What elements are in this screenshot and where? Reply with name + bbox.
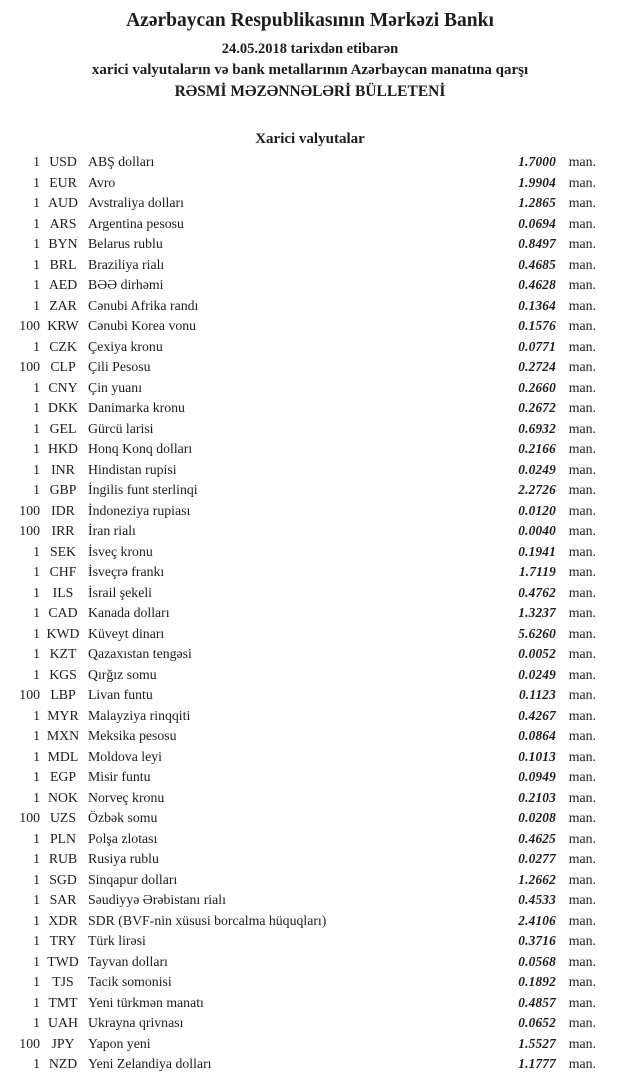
quantity: 1 xyxy=(33,933,40,949)
currency-name: Yapon yeni xyxy=(88,1035,151,1051)
currency-code: PLN xyxy=(49,830,77,846)
quantity: 1 xyxy=(33,420,40,436)
unit-label: man. xyxy=(568,318,596,334)
unit-label: man. xyxy=(568,625,596,641)
rate-value: 0.2672 xyxy=(518,400,556,416)
unit-label: man. xyxy=(568,789,596,805)
document-subtitle: xarici valyutaların və bank metallarının Azərbaycan manatına qarşı xyxy=(91,62,529,78)
quantity: 1 xyxy=(33,379,40,395)
rate-value: 0.4685 xyxy=(518,256,556,272)
quantity: 1 xyxy=(33,871,40,887)
rate-value: 1.3237 xyxy=(518,605,556,621)
currency-name: Meksika pesosu xyxy=(88,728,177,744)
currency-code: CLP xyxy=(50,359,76,375)
currency-name: Honq Konq dolları xyxy=(88,441,193,457)
currency-name: Yeni Zelandiya dolları xyxy=(88,1056,212,1072)
unit-label: man. xyxy=(568,953,596,969)
currency-name: Sinqapur dolları xyxy=(88,871,178,887)
quantity: 1 xyxy=(33,789,40,805)
unit-label: man. xyxy=(568,400,596,416)
currency-code: SEK xyxy=(49,543,77,559)
rate-value: 0.0949 xyxy=(518,769,556,785)
rate-value: 1.2662 xyxy=(518,871,556,887)
quantity: 1 xyxy=(33,543,40,559)
unit-label: man. xyxy=(568,687,596,703)
currency-code: INR xyxy=(51,461,75,477)
quantity: 1 xyxy=(33,625,40,641)
quantity: 1 xyxy=(33,441,40,457)
rate-value: 0.1941 xyxy=(518,543,556,559)
rate-row xyxy=(0,378,620,399)
rate-row xyxy=(0,644,620,665)
rate-row xyxy=(0,952,620,973)
unit-label: man. xyxy=(568,441,596,457)
unit-label: man. xyxy=(568,974,596,990)
currency-code: TMT xyxy=(48,994,78,1010)
currency-code: UZS xyxy=(49,810,77,826)
unit-label: man. xyxy=(568,195,596,211)
rate-value: 0.4762 xyxy=(518,584,556,600)
currency-code: KZT xyxy=(49,646,77,662)
currency-code: NZD xyxy=(48,1056,78,1072)
quantity: 1 xyxy=(33,277,40,293)
rate-row xyxy=(0,665,620,686)
rate-value: 0.1123 xyxy=(518,687,556,703)
rate-row xyxy=(0,931,620,952)
rate-row xyxy=(0,726,620,747)
rate-row xyxy=(0,993,620,1014)
currency-code: IRR xyxy=(51,523,75,539)
currency-code: XDR xyxy=(48,912,78,928)
unit-label: man. xyxy=(568,523,596,539)
rate-row xyxy=(0,337,620,358)
quantity: 1 xyxy=(33,174,40,190)
currency-name: Tacik somonisi xyxy=(88,974,172,990)
rate-value: 1.1777 xyxy=(518,1056,556,1072)
rate-row xyxy=(0,234,620,255)
effective-date-line: 24.05.2018 tarixdən etibarən xyxy=(221,41,399,57)
rate-row xyxy=(0,173,620,194)
currency-code: GBP xyxy=(49,482,77,498)
quantity: 1 xyxy=(33,584,40,600)
rate-value: 1.2865 xyxy=(518,195,556,211)
unit-label: man. xyxy=(568,666,596,682)
rate-row xyxy=(0,152,620,173)
currency-code: SAR xyxy=(49,892,77,908)
rate-value: 0.0277 xyxy=(518,851,556,867)
currency-code: JPY xyxy=(51,1035,75,1051)
currency-name: Özbək somu xyxy=(88,810,158,826)
rate-value: 5.6260 xyxy=(518,625,556,641)
rate-value: 1.9904 xyxy=(518,174,556,190)
unit-label: man. xyxy=(568,1035,596,1051)
unit-label: man. xyxy=(568,461,596,477)
rate-value: 0.1013 xyxy=(518,748,556,764)
currency-name: ABŞ dolları xyxy=(88,154,155,170)
quantity: 1 xyxy=(33,769,40,785)
rate-row xyxy=(0,460,620,481)
quantity: 100 xyxy=(19,523,40,539)
rate-value: 0.0249 xyxy=(518,666,556,682)
rate-value: 0.1364 xyxy=(518,297,556,313)
currency-name: İsveç kronu xyxy=(88,543,153,559)
rate-row xyxy=(0,603,620,624)
currency-code: USD xyxy=(49,154,77,170)
unit-label: man. xyxy=(568,994,596,1010)
rate-value: 0.4533 xyxy=(518,892,556,908)
unit-label: man. xyxy=(568,482,596,498)
currency-name: İndoneziya rupiası xyxy=(88,502,191,518)
rate-value: 0.0208 xyxy=(518,810,556,826)
rate-row xyxy=(0,521,620,542)
rate-row xyxy=(0,911,620,932)
currency-name: Türk lirəsi xyxy=(88,933,146,949)
quantity: 1 xyxy=(33,195,40,211)
currency-code: KRW xyxy=(47,318,79,334)
currency-name: İsveçrə frankı xyxy=(88,564,165,580)
currency-code: NOK xyxy=(48,789,78,805)
unit-label: man. xyxy=(568,892,596,908)
rate-value: 1.7119 xyxy=(518,564,556,580)
quantity: 1 xyxy=(33,1056,40,1072)
unit-label: man. xyxy=(568,236,596,252)
rate-value: 0.4628 xyxy=(518,277,556,293)
currency-name: Ukrayna qrivnası xyxy=(88,1015,184,1031)
currency-code: RUB xyxy=(48,851,78,867)
rate-row xyxy=(0,419,620,440)
rate-value: 0.8497 xyxy=(518,236,556,252)
currency-code: EGP xyxy=(49,769,77,785)
rate-row xyxy=(0,542,620,563)
currency-name: Misir funtu xyxy=(88,769,151,785)
rate-row xyxy=(0,214,620,235)
currency-code: KGS xyxy=(49,666,77,682)
quantity: 1 xyxy=(33,564,40,580)
quantity: 1 xyxy=(33,154,40,170)
rate-row xyxy=(0,562,620,583)
rate-value: 2.4106 xyxy=(518,912,556,928)
rate-value: 0.0568 xyxy=(518,953,556,969)
unit-label: man. xyxy=(568,297,596,313)
currency-name: Kanada dolları xyxy=(88,605,170,621)
unit-label: man. xyxy=(568,707,596,723)
unit-label: man. xyxy=(568,748,596,764)
currency-code: CHF xyxy=(49,564,77,580)
currency-code: ILS xyxy=(52,584,74,600)
rate-row xyxy=(0,624,620,645)
unit-label: man. xyxy=(568,564,596,580)
quantity: 1 xyxy=(33,482,40,498)
currency-code: MYR xyxy=(47,707,79,723)
unit-label: man. xyxy=(568,851,596,867)
rate-row xyxy=(0,870,620,891)
currency-name: Livan funtu xyxy=(88,687,153,703)
currency-code: LBP xyxy=(50,687,76,703)
quantity: 100 xyxy=(19,1035,40,1051)
currency-code: TWD xyxy=(47,953,79,969)
unit-label: man. xyxy=(568,728,596,744)
quantity: 1 xyxy=(33,830,40,846)
currency-name: Çexiya kronu xyxy=(88,338,163,354)
rate-row xyxy=(0,583,620,604)
currency-code: CZK xyxy=(49,338,77,354)
document-header xyxy=(0,0,620,103)
quantity: 1 xyxy=(33,892,40,908)
currency-code: UAH xyxy=(48,1015,78,1031)
rate-row xyxy=(0,255,620,276)
currency-name: BƏƏ dirhəmi xyxy=(88,277,164,293)
unit-label: man. xyxy=(568,810,596,826)
unit-label: man. xyxy=(568,215,596,231)
rate-row xyxy=(0,1034,620,1055)
currency-name: Malayziya rinqqiti xyxy=(88,707,191,723)
currency-name: Rusiya rublu xyxy=(88,851,159,867)
rate-value: 2.2726 xyxy=(518,482,556,498)
currency-name: Cənubi Afrika randı xyxy=(88,297,199,313)
currency-name: Avstraliya dolları xyxy=(88,195,184,211)
exchange-rates-table xyxy=(0,152,620,1075)
unit-label: man. xyxy=(568,871,596,887)
rate-value: 0.0864 xyxy=(518,728,556,744)
rate-value: 1.5527 xyxy=(518,1035,556,1051)
currency-code: ZAR xyxy=(49,297,77,313)
rate-row xyxy=(0,706,620,727)
currency-name: Moldova leyi xyxy=(88,748,162,764)
rate-value: 0.0771 xyxy=(518,338,556,354)
unit-label: man. xyxy=(568,338,596,354)
quantity: 1 xyxy=(33,338,40,354)
currency-code: CNY xyxy=(48,379,78,395)
rate-value: 0.4625 xyxy=(518,830,556,846)
rate-row xyxy=(0,747,620,768)
currency-code: SGD xyxy=(49,871,77,887)
quantity: 1 xyxy=(33,400,40,416)
quantity: 1 xyxy=(33,953,40,969)
quantity: 1 xyxy=(33,1015,40,1031)
rate-value: 0.0040 xyxy=(518,523,556,539)
rate-row xyxy=(0,296,620,317)
unit-label: man. xyxy=(568,584,596,600)
rate-value: 0.2166 xyxy=(518,441,556,457)
rate-value: 0.0249 xyxy=(518,461,556,477)
rate-value: 0.0694 xyxy=(518,215,556,231)
currency-name: İsrail şekeli xyxy=(88,584,152,600)
currency-name: Braziliya rialı xyxy=(88,256,165,272)
currency-name: Tayvan dolları xyxy=(88,953,168,969)
currency-name: Gürcü larisi xyxy=(88,420,154,436)
unit-label: man. xyxy=(568,420,596,436)
unit-label: man. xyxy=(568,646,596,662)
unit-label: man. xyxy=(568,1015,596,1031)
rate-value: 0.6932 xyxy=(518,420,556,436)
currency-name: Qazaxıstan tengəsi xyxy=(88,646,192,662)
currency-name: İngilis funt sterlinqi xyxy=(88,482,198,498)
rate-value: 0.4857 xyxy=(518,994,556,1010)
currency-name: Danimarka kronu xyxy=(88,400,185,416)
rate-value: 0.0052 xyxy=(518,646,556,662)
rate-row xyxy=(0,1054,620,1075)
rate-value: 0.4267 xyxy=(518,707,556,723)
quantity: 1 xyxy=(33,236,40,252)
rate-row xyxy=(0,972,620,993)
currency-name: İran rialı xyxy=(88,523,136,539)
currency-code: KWD xyxy=(46,625,80,641)
currency-code: TRY xyxy=(49,933,77,949)
rate-row xyxy=(0,501,620,522)
quantity: 1 xyxy=(33,974,40,990)
rate-row xyxy=(0,357,620,378)
quantity: 1 xyxy=(33,666,40,682)
currency-name: Argentina pesosu xyxy=(88,215,184,231)
quantity: 1 xyxy=(33,297,40,313)
currency-code: IDR xyxy=(51,502,75,518)
rate-value: 0.3716 xyxy=(518,933,556,949)
unit-label: man. xyxy=(568,605,596,621)
rate-row xyxy=(0,275,620,296)
unit-label: man. xyxy=(568,379,596,395)
rate-value: 0.2660 xyxy=(518,379,556,395)
currency-name: Norveç kronu xyxy=(88,789,165,805)
currency-code: BRL xyxy=(49,256,77,272)
quantity: 100 xyxy=(19,687,40,703)
rate-value: 0.1576 xyxy=(518,318,556,334)
currency-name: Küveyt dinarı xyxy=(88,625,165,641)
quantity: 1 xyxy=(33,215,40,231)
currency-name: Avro xyxy=(88,174,116,190)
rate-row xyxy=(0,767,620,788)
rate-row xyxy=(0,193,620,214)
rate-row xyxy=(0,398,620,419)
bulletin-title: RƏSMİ MƏZƏNNƏLƏRİ BÜLLETENİ xyxy=(174,83,446,100)
quantity: 1 xyxy=(33,461,40,477)
currency-code: AED xyxy=(48,277,78,293)
quantity: 1 xyxy=(33,707,40,723)
currency-code: BYN xyxy=(48,236,78,252)
rate-value: 0.1892 xyxy=(518,974,556,990)
quantity: 1 xyxy=(33,994,40,1010)
quantity: 1 xyxy=(33,748,40,764)
rate-value: 1.7000 xyxy=(518,154,556,170)
currency-name: Polşa zlotası xyxy=(88,830,158,846)
quantity: 1 xyxy=(33,256,40,272)
unit-label: man. xyxy=(568,912,596,928)
quantity: 1 xyxy=(33,912,40,928)
rate-row xyxy=(0,829,620,850)
rate-value: 0.0120 xyxy=(518,502,556,518)
currency-name: Hindistan rupisi xyxy=(88,461,177,477)
currency-code: ARS xyxy=(49,215,77,231)
quantity: 100 xyxy=(19,810,40,826)
section-title-foreign-currencies: Xarici valyutalar xyxy=(255,131,365,147)
currency-code: AUD xyxy=(48,195,78,211)
unit-label: man. xyxy=(568,830,596,846)
unit-label: man. xyxy=(568,359,596,375)
currency-code: MXN xyxy=(46,728,80,744)
unit-label: man. xyxy=(568,154,596,170)
currency-name: Səudiyyə Ərəbistanı rialı xyxy=(88,892,226,908)
rate-row xyxy=(0,439,620,460)
rate-row xyxy=(0,808,620,829)
unit-label: man. xyxy=(568,769,596,785)
rate-row xyxy=(0,1013,620,1034)
currency-name: Qırğız somu xyxy=(88,666,157,682)
quantity: 1 xyxy=(33,605,40,621)
currency-name: Belarus rublu xyxy=(88,236,163,252)
currency-code: TJS xyxy=(52,974,74,990)
currency-code: DKK xyxy=(48,400,78,416)
quantity: 100 xyxy=(19,318,40,334)
unit-label: man. xyxy=(568,174,596,190)
unit-label: man. xyxy=(568,933,596,949)
currency-code: MDL xyxy=(47,748,79,764)
unit-label: man. xyxy=(568,1056,596,1072)
quantity: 100 xyxy=(19,359,40,375)
currency-name: Cənubi Korea vonu xyxy=(88,318,197,334)
rate-row xyxy=(0,890,620,911)
rate-row xyxy=(0,685,620,706)
currency-name: Çin yuanı xyxy=(88,379,143,395)
rate-row xyxy=(0,316,620,337)
currency-name: SDR (BVF-nin xüsusi borcalma hüquqları) xyxy=(88,912,327,928)
rate-row xyxy=(0,480,620,501)
rate-value: 0.0652 xyxy=(518,1015,556,1031)
quantity: 1 xyxy=(33,646,40,662)
unit-label: man. xyxy=(568,277,596,293)
quantity: 1 xyxy=(33,728,40,744)
unit-label: man. xyxy=(568,543,596,559)
quantity: 100 xyxy=(19,502,40,518)
unit-label: man. xyxy=(568,502,596,518)
currency-code: CAD xyxy=(48,605,78,621)
currency-name: Yeni türkmən manatı xyxy=(88,994,204,1010)
currency-code: HKD xyxy=(48,441,78,457)
quantity: 1 xyxy=(33,851,40,867)
currency-code: EUR xyxy=(49,174,77,190)
currency-name: Çili Pesosu xyxy=(88,359,151,375)
rate-value: 0.2724 xyxy=(518,359,556,375)
bank-title: Azərbaycan Respublikasının Mərkəzi Bankı xyxy=(126,10,494,31)
rate-row xyxy=(0,788,620,809)
currency-code: GEL xyxy=(49,420,77,436)
rate-row xyxy=(0,849,620,870)
unit-label: man. xyxy=(568,256,596,272)
rate-value: 0.2103 xyxy=(518,789,556,805)
